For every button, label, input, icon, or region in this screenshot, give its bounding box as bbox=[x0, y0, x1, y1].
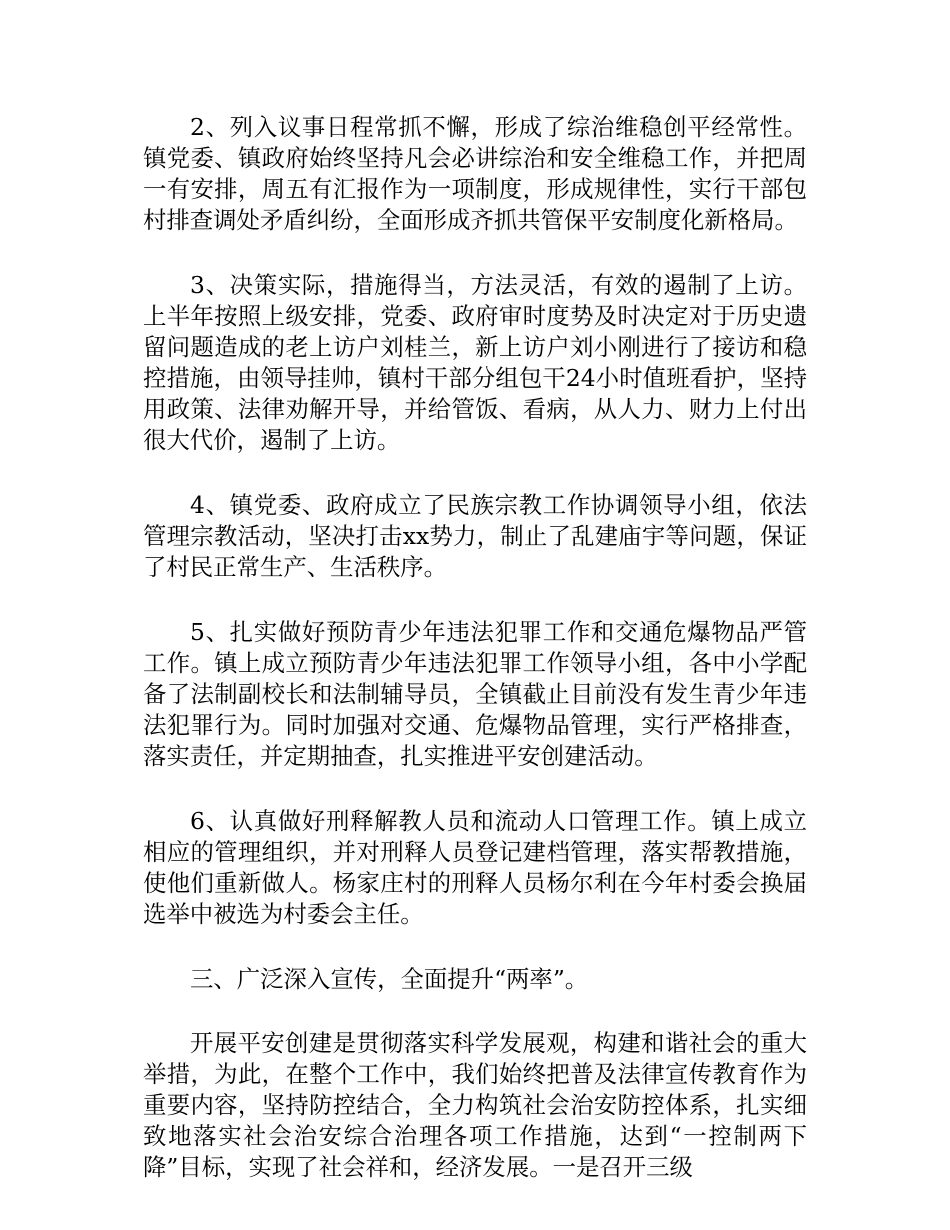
paragraph-item-2: 2、列入议事日程常抓不懈，形成了综治维稳创平经常性。镇党委、镇政府始终坚持凡会必讲综治和安全维稳工作，并把周一有安排，周五有汇报作为一项制度，形成规律性，实行干部包村排查调处矛盾纠纷，全面形成齐抓共管保平安制度化新格局。 bbox=[143, 113, 807, 234]
paragraph-item-4: 4、镇党委、政府成立了民族宗教工作协调领导小组，依法管理宗教活动，坚决打击xx势力，制止了乱建庙宇等问题，保证了村民正常生产、生活秩序。 bbox=[143, 491, 807, 581]
paragraph-item-3: 3、决策实际，措施得当，方法灵活，有效的遏制了上访。上半年按照上级安排，党委、政府审时度势及时决定对于历史遗留问题造成的老上访户刘桂兰，新上访户刘小刚进行了接访和稳控措施，由领导挂帅，镇村干部分组包干24小时值班看护，坚持用政策、法律劝解开导，并给管饭、看病，从人力、财力上付出很大代价，遏制了上访。 bbox=[143, 271, 807, 454]
paragraph-item-6: 6、认真做好刑释解教人员和流动人口管理工作。镇上成立相应的管理组织，并对刑释人员登记建档管理，落实帮教措施，使他们重新做人。杨家庄村的刑释人员杨尔利在今年村委会换届选举中被选为村委会主任。 bbox=[143, 807, 807, 928]
document-body bbox=[143, 112, 807, 1183]
section-heading: 三、广泛深入宣传，全面提升“两率”。 bbox=[190, 965, 589, 993]
paragraph-body: 开展平安创建是贯彻落实科学发展观，构建和谐社会的重大举措，为此，在整个工作中，我们始终把普及法律宣传教育作为重要内容，坚持防控结合，全力构筑社会治安防控体系，扎实细致地落实社会治安综合治理各项工作措施，达到“一控制两下降”目标，实现了社会祥和，经济发展。一是召开三级 bbox=[143, 1029, 807, 1181]
paragraph-item-5: 5、扎实做好预防青少年违法犯罪工作和交通危爆物品严管工作。镇上成立预防青少年违法犯罪工作领导小组，各中小学配备了法制副校长和法制辅导员，全镇截止目前没有发生青少年违法犯罪行为。同时加强对交通、危爆物品管理，实行严格排查，落实责任，并定期抽查，扎实推进平安创建活动。 bbox=[143, 618, 807, 770]
